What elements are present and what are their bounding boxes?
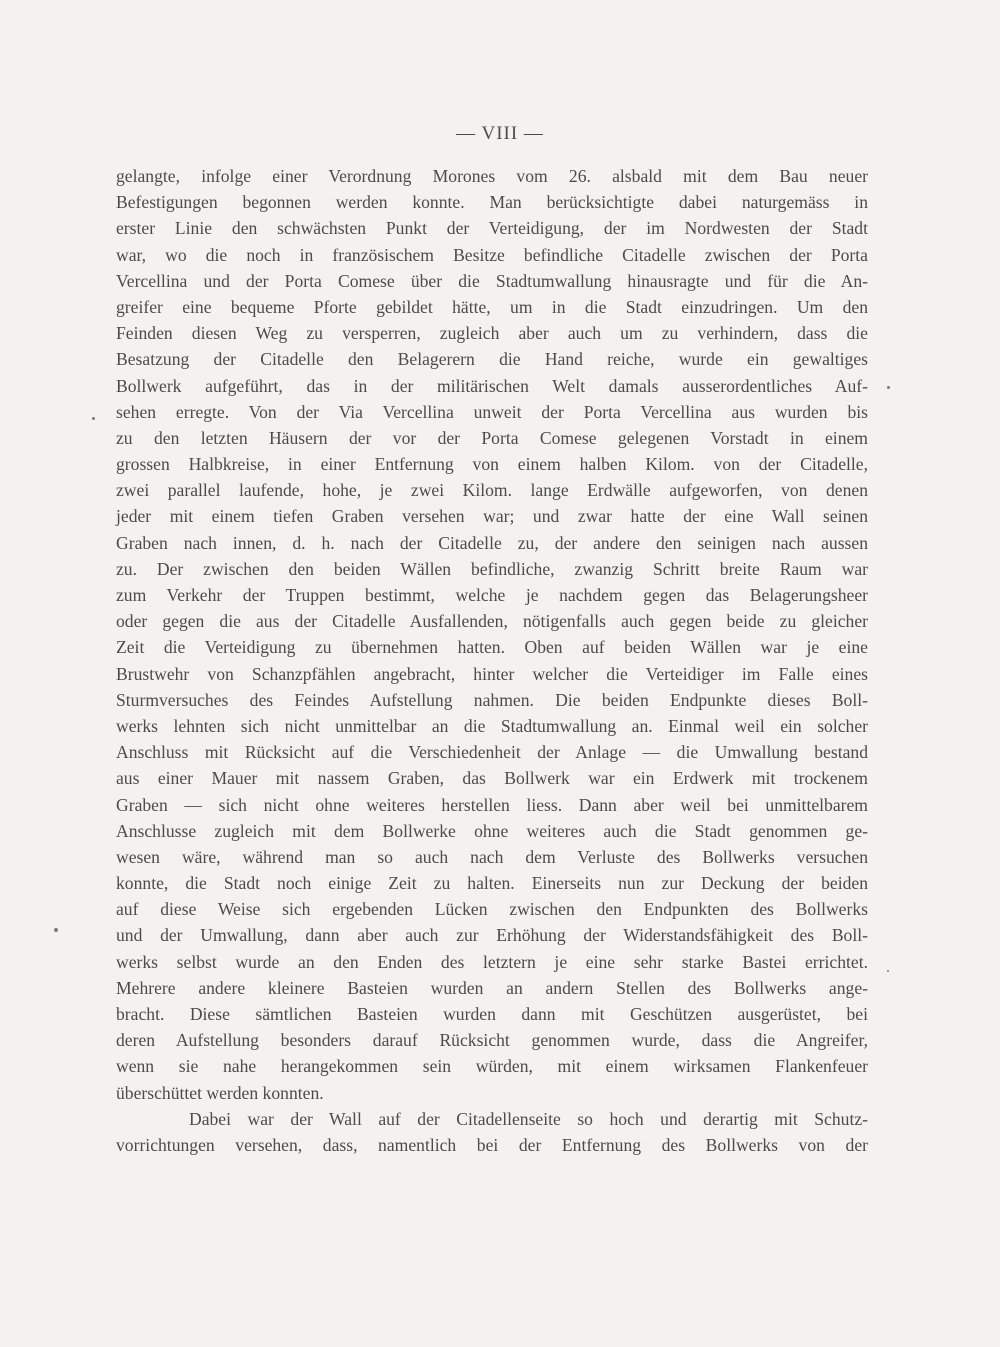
text-line: zu den letzten Häusern der vor der Porta Comese gelegenen Vorstadt in einem — [116, 427, 868, 448]
text-line: grossen Halbkreise, in einer Entfernung von einem halben Kilom. von der Citadelle, — [116, 454, 868, 475]
text-line: zwei parallel laufende, hohe, je zwei Kilom. lange Erdwälle aufgeworfen, von denen — [116, 480, 868, 501]
text-line: aus einer Mauer mit nassem Graben, das Bollwerk war ein Erdwerk mit trockenem — [116, 768, 868, 789]
text-line: deren Aufstellung besonders darauf Rücksicht genommen wurde, dass die Angreifer, — [116, 1030, 868, 1051]
text-line: Graben — sich nicht ohne weiteres herstellen liess. Dann aber weil bei unmittelbarem — [116, 794, 868, 815]
text-line: auf diese Weise sich ergebenden Lücken zwischen den Endpunkten des Bollwerks — [116, 899, 868, 920]
ink-speck — [92, 417, 95, 420]
page-number: — VIII — — [456, 123, 544, 144]
ink-speck — [54, 928, 58, 932]
text-line: Brustwehr von Schanzpfählen angebracht, hinter welcher die Verteidiger im Falle eines — [116, 663, 868, 684]
text-line: jeder mit einem tiefen Graben versehen war; und zwar hatte der eine Wall seinen — [116, 506, 868, 527]
text-line: Bollwerk aufgeführt, das in der militärischen Welt damals ausserordentliches Auf- — [116, 375, 868, 396]
ink-speck — [887, 970, 889, 972]
text-line: und der Umwallung, dann aber auch zur Erhöhung der Widerstandsfähigkeit des Boll- — [116, 925, 868, 946]
text-line: erster Linie den schwächsten Punkt der Verteidigung, der im Nordwesten der Stadt — [116, 218, 868, 239]
text-line: überschüttet werden konnten. — [116, 1082, 324, 1103]
text-line: Anschlusse zugleich mit dem Bollwerke ohne weiteres auch die Stadt genommen ge- — [116, 820, 868, 841]
text-line: werks lehnten sich nicht unmittelbar an die Stadtumwallung an. Einmal weil ein solcher — [116, 715, 868, 736]
text-line: war, wo die noch in französischem Besitze befindliche Citadelle zwischen der Porta — [116, 244, 868, 265]
text-line: sehen erregte. Von der Via Vercellina unweit der Porta Vercellina aus wurden bis — [116, 401, 868, 422]
text-line: Mehrere andere kleinere Basteien wurden an andern Stellen des Bollwerks ange- — [116, 977, 868, 998]
text-line: Graben nach innen, d. h. nach der Citadelle zu, der andere den seinigen nach aussen — [116, 532, 868, 553]
text-line: zu. Der zwischen den beiden Wällen befindliche, zwanzig Schritt breite Raum war — [116, 558, 868, 579]
text-line: Befestigungen begonnen werden konnte. Man berücksichtigte dabei naturgemäss in — [116, 192, 868, 213]
text-line: konnte, die Stadt noch einige Zeit zu halten. Einerseits nun zur Deckung der beiden — [116, 873, 868, 894]
text-line: werks selbst wurde an den Enden des letztern je eine sehr starke Bastei errichtet. — [116, 951, 868, 972]
text-line: wesen wäre, während man so auch nach dem Verluste des Bollwerks versuchen — [116, 846, 868, 867]
text-line: Vercellina und der Porta Comese über die Stadtumwallung hinausragte und für die An- — [116, 270, 868, 291]
ink-speck — [887, 386, 890, 389]
text-line: zum Verkehr der Truppen bestimmt, welche je nachdem gegen das Belagerungsheer — [116, 585, 868, 605]
text-line: wenn sie nahe herangekommen sein würden, mit einem wirksamen Flankenfeuer — [116, 1056, 868, 1077]
text-line: Besatzung der Citadelle den Belagerern die Hand reiche, wurde ein gewaltiges — [116, 349, 868, 370]
text-line: greifer eine bequeme Pforte gebildet hätte, um in die Stadt einzudringen. Um den — [116, 296, 868, 317]
text-line: Zeit die Verteidigung zu übernehmen hatten. Oben auf beiden Wällen war je eine — [116, 637, 868, 658]
text-line: Feinden diesen Weg zu versperren, zugleich aber auch um zu verhindern, dass die — [116, 323, 868, 344]
body-text — [116, 163, 868, 1158]
text-line: bracht. Diese sämtlichen Basteien wurden dann mit Geschützen ausgerüstet, bei — [116, 1004, 868, 1024]
text-line: Anschluss mit Rücksicht auf die Verschiedenheit der Anlage — die Umwallung bestand — [116, 742, 868, 763]
text-line: oder gegen die aus der Citadelle Ausfallenden, nötigenfalls auch gegen beide zu gleicher — [116, 611, 868, 632]
paragraph-start-line: Dabei war der Wall auf der Citadellenseite so hoch und derartig mit Schutz- — [189, 1108, 868, 1129]
text-line: vorrichtungen versehen, dass, namentlich bei der Entfernung des Bollwerks von der — [116, 1134, 868, 1155]
text-line: gelangte, infolge einer Verordnung Morones vom 26. alsbald mit dem Bau neuer — [116, 166, 868, 186]
text-line: Sturmversuches des Feindes Aufstellung nahmen. Die beiden Endpunkte dieses Boll- — [116, 689, 868, 710]
